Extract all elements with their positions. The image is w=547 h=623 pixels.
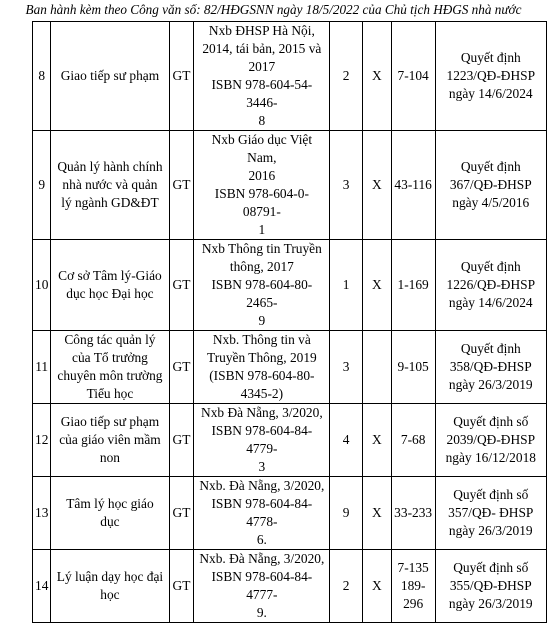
publisher-info	[194, 477, 330, 550]
publisher-info-line: Nxb Thông tin Truyền	[201, 241, 322, 256]
decision-info-line: 358/QĐ-ĐHSP	[449, 359, 532, 374]
publisher-info-line: 2016	[248, 168, 276, 183]
publisher-info-line: ISBN 978-604-54-3446-	[211, 77, 313, 110]
decision-info	[435, 22, 546, 131]
textbook-table	[32, 21, 547, 623]
publisher-info-line: Nxb Giáo dục Việt Nam,	[211, 132, 313, 165]
book-type-line: GT	[172, 432, 191, 447]
page-range	[391, 331, 435, 404]
book-type	[169, 331, 194, 404]
document-header: Ban hành kèm theo Công văn số: 82/HĐGSNN ngày 18/5/2022 của Chủ tịch HĐGS nhà nước	[25, 2, 522, 17]
publisher-info-line: ISBN 978-604-84-4777-	[211, 569, 313, 602]
author-count	[330, 404, 363, 477]
page-range-line: 1-169	[397, 277, 429, 292]
book-title-line: của giáo viên mầm	[59, 432, 161, 447]
book-title	[51, 240, 169, 331]
decision-info	[435, 331, 546, 404]
table-row	[33, 331, 547, 404]
main-author-mark-line: X	[372, 177, 382, 192]
row-number	[33, 331, 51, 404]
publisher-info	[194, 550, 330, 623]
author-count	[330, 331, 363, 404]
decision-info-line: 357/QĐ- ĐHSP	[448, 505, 534, 520]
table-row	[33, 477, 547, 550]
publisher-info-line: ISBN 978-604-0-08791-	[214, 186, 309, 219]
main-author-mark	[362, 331, 391, 404]
publisher-info-line: 2017	[248, 59, 276, 74]
table-row	[33, 22, 547, 131]
decision-info-line: 367/QĐ-ĐHSP	[449, 177, 532, 192]
book-title-line: Tâm lý học giáo	[66, 496, 154, 511]
book-title	[51, 22, 169, 131]
main-author-mark-line: X	[372, 277, 382, 292]
book-title-line: nhà nước và quản	[62, 177, 158, 192]
decision-info	[435, 477, 546, 550]
book-type	[169, 404, 194, 477]
book-type-line: GT	[172, 359, 191, 374]
row-number-line: 11	[35, 359, 49, 374]
author-count-line: 3	[342, 177, 350, 192]
publisher-info-line: Nxb Đà Nẵng, 3/2020,	[201, 405, 323, 420]
book-type-line: GT	[172, 177, 191, 192]
author-count	[330, 477, 363, 550]
book-title-line: Giao tiếp sư phạm	[60, 68, 160, 83]
book-type	[169, 477, 194, 550]
decision-info-line: 2039/QĐ-ĐHSP	[446, 432, 536, 447]
book-title-line: dục học Đại học	[66, 286, 154, 301]
decision-info-line: ngày 26/3/2019	[448, 377, 533, 392]
publisher-info-line: Nxb ĐHSP Hà Nội,	[208, 23, 315, 38]
page-range	[391, 131, 435, 240]
main-author-mark	[362, 550, 391, 623]
book-title-line: dục	[100, 514, 120, 529]
publisher-info-line: 1	[258, 222, 266, 237]
publisher-info-line: Truyền Thông, 2019	[206, 350, 317, 365]
decision-info-line: ngày 4/5/2016	[452, 195, 530, 210]
book-title-line: lý ngành GD&ĐT	[61, 195, 159, 210]
publisher-info-line: Nxb. Thông tin và	[212, 332, 311, 347]
publisher-info	[194, 331, 330, 404]
table-row	[33, 404, 547, 477]
publisher-info-line: 4345-2)	[240, 386, 284, 401]
row-number-line: 8	[38, 68, 46, 83]
book-type-line: GT	[172, 578, 191, 593]
page-range	[391, 550, 435, 623]
row-number-line: 10	[35, 277, 49, 292]
decision-info-line: 1223/QĐ-ĐHSP	[446, 68, 536, 83]
decision-info-line: Quyết định số	[453, 414, 529, 429]
table-row	[33, 131, 547, 240]
main-author-mark	[362, 477, 391, 550]
author-count	[330, 131, 363, 240]
book-title-line: Cơ sở Tâm lý-Giáo	[58, 268, 162, 283]
book-title-line: Giao tiếp sư phạm	[60, 414, 160, 429]
publisher-info-line: 3	[258, 459, 266, 474]
row-number-line: 12	[35, 432, 49, 447]
main-author-mark-line: X	[372, 578, 382, 593]
row-number	[33, 22, 51, 131]
decision-info-line: Quyết định số	[453, 560, 529, 575]
decision-info-line: Quyết định số	[453, 487, 529, 502]
book-title	[51, 331, 169, 404]
page-range-line: 7-104	[397, 68, 429, 83]
author-count-line: 9	[342, 505, 350, 520]
author-count	[330, 550, 363, 623]
publisher-info-line: 6.	[256, 532, 267, 547]
author-count-line: 2	[342, 578, 350, 593]
decision-info	[435, 240, 546, 331]
author-count	[330, 240, 363, 331]
decision-info-line: ngày 26/3/2019	[448, 596, 533, 611]
decision-info	[435, 550, 546, 623]
author-count	[330, 22, 363, 131]
book-title	[51, 550, 169, 623]
publisher-info-line: 9.	[256, 605, 267, 620]
row-number	[33, 240, 51, 331]
publisher-info-line: ISBN 978-604-84-4778-	[211, 496, 313, 529]
author-count-line: 1	[342, 277, 350, 292]
row-number	[33, 550, 51, 623]
row-number	[33, 131, 51, 240]
publisher-info-line: Nxb. Đà Nẵng, 3/2020,	[199, 551, 325, 566]
publisher-info	[194, 131, 330, 240]
decision-info-line: Quyết định	[460, 159, 521, 174]
page-range	[391, 477, 435, 550]
decision-info-line: ngày 14/6/2024	[448, 295, 533, 310]
book-title	[51, 477, 169, 550]
decision-info-line: 1226/QĐ-ĐHSP	[446, 277, 536, 292]
publisher-info	[194, 22, 330, 131]
publisher-info	[194, 404, 330, 477]
book-title	[51, 404, 169, 477]
decision-info-line: Quyết định	[460, 341, 521, 356]
book-type	[169, 240, 194, 331]
author-count-line: 4	[342, 432, 350, 447]
table-row	[33, 550, 547, 623]
book-title-line: Công tác quản lý	[64, 332, 156, 347]
page-range	[391, 240, 435, 331]
main-author-mark-line: X	[372, 432, 382, 447]
book-type	[169, 550, 194, 623]
book-title	[51, 131, 169, 240]
author-count-line: 3	[342, 359, 350, 374]
row-number	[33, 477, 51, 550]
main-author-mark-line: X	[372, 68, 382, 83]
decision-info-line: ngày 14/6/2024	[448, 86, 533, 101]
decision-info-line: ngày 26/3/2019	[448, 523, 533, 538]
page-range-line: 43-116	[394, 177, 432, 192]
book-title-line: học	[100, 587, 120, 602]
main-author-mark	[362, 131, 391, 240]
publisher-info-line: 2014, tái bản, 2015 và	[202, 41, 322, 56]
publisher-info-line: thông, 2017	[229, 259, 294, 274]
decision-info	[435, 131, 546, 240]
main-author-mark	[362, 404, 391, 477]
row-number-line: 13	[35, 505, 49, 520]
book-title-line: Lý luận dạy học đại	[56, 569, 164, 584]
publisher-info-line: 9	[258, 313, 266, 328]
page-range-line: 9-105	[397, 359, 429, 374]
author-count-line: 2	[342, 68, 350, 83]
publisher-info-line: Nxb. Đà Nẵng, 3/2020,	[199, 478, 325, 493]
book-type-line: GT	[172, 277, 191, 292]
page-range-line: 189-296	[400, 578, 426, 611]
decision-info-line: Quyết định	[460, 259, 521, 274]
main-author-mark-line: X	[372, 505, 382, 520]
decision-info	[435, 404, 546, 477]
decision-info-line: ngày 16/12/2018	[445, 450, 536, 465]
publisher-info-line: ISBN 978-604-80-2465-	[211, 277, 313, 310]
publisher-info-line: (ISBN 978-604-80-	[209, 368, 315, 383]
book-title-line: của Tổ trưởng	[72, 350, 148, 365]
publisher-info-line: ISBN 978-604-84-4779-	[211, 423, 313, 456]
book-title-line: Tiểu học	[86, 386, 134, 401]
book-title-line: chuyên môn trường	[57, 368, 163, 383]
book-title-line: non	[99, 450, 120, 465]
page-range-line: 7-135	[397, 560, 429, 575]
book-type-line: GT	[172, 505, 191, 520]
page-range-line: 7-68	[400, 432, 426, 447]
book-type-line: GT	[172, 68, 191, 83]
row-number-line: 9	[38, 177, 46, 192]
page-range	[391, 22, 435, 131]
book-type	[169, 22, 194, 131]
page-range	[391, 404, 435, 477]
book-title-line: Quản lý hành chính	[57, 159, 163, 174]
row-number-line: 14	[35, 578, 49, 593]
publisher-info-line: 8	[258, 113, 266, 128]
page-range-line: 33-233	[394, 505, 433, 520]
publisher-info	[194, 240, 330, 331]
decision-info-line: 355/QĐ-ĐHSP	[449, 578, 532, 593]
main-author-mark	[362, 240, 391, 331]
main-author-mark	[362, 22, 391, 131]
row-number	[33, 404, 51, 477]
table-row	[33, 240, 547, 331]
book-type	[169, 131, 194, 240]
decision-info-line: Quyết định	[460, 50, 521, 65]
